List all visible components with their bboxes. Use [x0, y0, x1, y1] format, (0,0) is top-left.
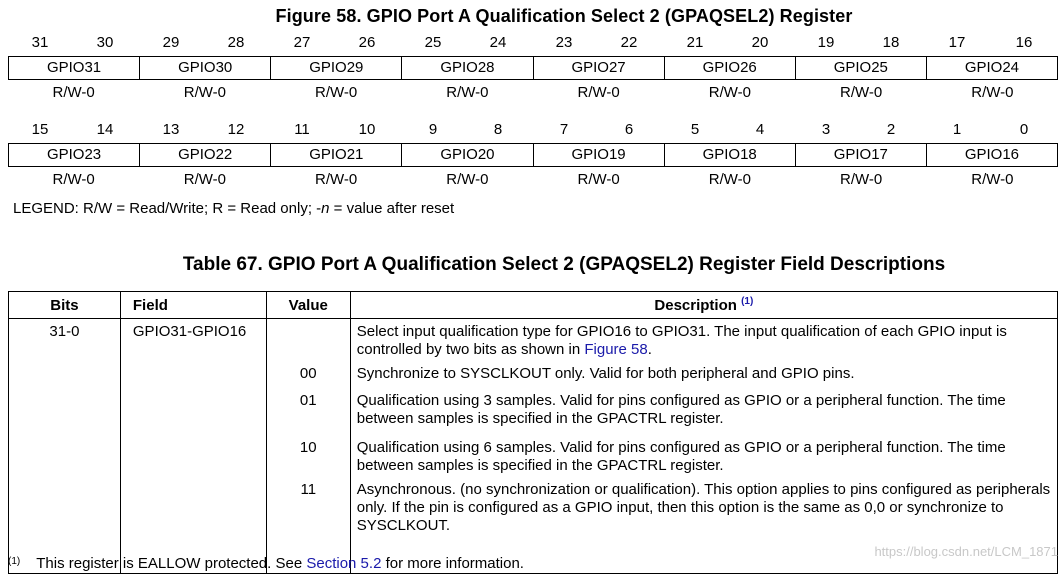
cell-values: [266, 319, 350, 574]
bit-number: 31: [31, 34, 49, 51]
bit-number: 19: [817, 34, 835, 51]
bit-number: 7: [559, 121, 569, 138]
access-type: R/W-0: [840, 171, 883, 188]
footnote-end: for more information.: [381, 555, 524, 572]
access-row: [8, 167, 1058, 191]
cell-bits: 31-0: [9, 319, 121, 574]
register-field: GPIO23: [46, 146, 102, 163]
header-description-label: Description: [654, 297, 737, 314]
access-type: R/W-0: [971, 171, 1014, 188]
bit-number: 0: [1019, 121, 1029, 138]
bit-number: 9: [428, 121, 438, 138]
register-field: GPIO19: [533, 144, 664, 166]
access-type: R/W-0: [52, 84, 95, 101]
bit-number: 10: [358, 121, 376, 138]
footnote-text: This register is EALLOW protected. See: [36, 555, 307, 572]
value-description: Asynchronous. (no synchronization or qualification). This option applies to pins configured as peripherals only. If the pin is configured as a GPIO input, then this option is the same as 0,0 or synchronize to SYSCLKOUT.: [356, 481, 1051, 534]
access-type: R/W-0: [708, 171, 751, 188]
access-type: R/W-0: [183, 84, 226, 101]
register-field: GPIO20: [401, 144, 532, 166]
value-code: 01: [299, 392, 317, 409]
description-list: [351, 323, 1057, 535]
bit-number: 20: [751, 34, 769, 51]
bit-number: 13: [162, 121, 180, 138]
bit-number-row: [8, 121, 1058, 143]
bit-number: 4: [755, 121, 765, 138]
table-header-row: [9, 292, 1058, 319]
register-fields: [8, 143, 1058, 167]
bit-number: 21: [686, 34, 704, 51]
legend-prefix: LEGEND: R/W = Read/Write; R = Read only; -: [13, 200, 322, 217]
register-fields: [8, 56, 1058, 80]
register-field: GPIO27: [533, 57, 664, 79]
cell-field: GPIO31-GPIO16: [120, 319, 266, 574]
bit-number: 24: [489, 34, 507, 51]
intro-text: Select input qualification type for GPIO16 to GPIO31. The input qualification of each GPIO input is controlled by two bits as shown in: [356, 323, 1007, 358]
access-type: R/W-0: [840, 84, 883, 101]
legend-italic: n: [321, 200, 330, 217]
access-type: R/W-0: [971, 84, 1014, 101]
watermark: https://blog.csdn.net/LCM_1871: [874, 544, 1058, 559]
register-field: GPIO25: [795, 57, 926, 79]
section-link[interactable]: Section 5.2: [306, 555, 382, 572]
access-type: R/W-0: [183, 171, 226, 188]
table-title: Table 67. GPIO Port A Qualification Select 2 (GPAQSEL2) Register Field Descriptions: [182, 254, 946, 275]
access-type: R/W-0: [708, 84, 751, 101]
figure-title: Figure 58. GPIO Port A Qualification Select 2 (GPAQSEL2) Register: [275, 6, 853, 26]
bit-number: 25: [424, 34, 442, 51]
register-field: GPIO18: [664, 144, 795, 166]
value-code: 00: [299, 365, 317, 382]
bit-number: 26: [358, 34, 376, 51]
register-field: GPIO31: [46, 59, 102, 76]
register-field: GPIO21: [270, 144, 401, 166]
header-field: Field: [120, 292, 266, 319]
register-field: GPIO24: [926, 57, 1057, 79]
bit-number: 1: [952, 121, 962, 138]
field-description-table: [8, 291, 1058, 574]
bit-number: 2: [886, 121, 896, 138]
header-description: [350, 292, 1057, 319]
access-type: R/W-0: [315, 84, 358, 101]
access-row: [8, 80, 1058, 104]
value-code: 11: [300, 481, 317, 498]
register-field: GPIO16: [926, 144, 1057, 166]
bit-number: 27: [293, 34, 311, 51]
legend: [13, 200, 454, 217]
figure-link[interactable]: Figure 58: [584, 341, 648, 358]
footnote-marker: (1): [8, 556, 21, 567]
bit-number: 22: [620, 34, 638, 51]
bit-number: 6: [624, 121, 634, 138]
intro-end: .: [647, 341, 652, 358]
access-type: R/W-0: [577, 171, 620, 188]
register-field: GPIO22: [139, 144, 270, 166]
bit-number: 15: [31, 121, 49, 138]
description-intro: [351, 323, 1057, 361]
register-field: GPIO29: [270, 57, 401, 79]
header-value: Value: [266, 292, 350, 319]
bit-number: 12: [227, 121, 245, 138]
bit-number: 14: [96, 121, 114, 138]
register-field: GPIO26: [664, 57, 795, 79]
register-field: GPIO30: [139, 57, 270, 79]
footnote: [8, 555, 524, 572]
access-type: R/W-0: [315, 171, 358, 188]
register-field: GPIO28: [401, 57, 532, 79]
bit-number: 3: [821, 121, 831, 138]
bit-number: 5: [690, 121, 700, 138]
access-type: R/W-0: [446, 84, 489, 101]
register-field: GPIO17: [795, 144, 926, 166]
bit-number: 29: [162, 34, 180, 51]
register-row-lower: [8, 121, 1058, 191]
footnote-ref[interactable]: (1): [741, 296, 754, 307]
value-description: Qualification using 3 samples. Valid for pins configured as GPIO or a peripheral function. The time between samples is specified in the GPACTRL register.: [356, 392, 1006, 427]
bit-number: 30: [96, 34, 114, 51]
table-row: [9, 319, 1058, 574]
access-type: R/W-0: [52, 171, 95, 188]
bit-number: 8: [493, 121, 503, 138]
value-description: Synchronize to SYSCLKOUT only. Valid for both peripheral and GPIO pins.: [356, 365, 855, 382]
legend-suffix: = value after reset: [329, 200, 455, 217]
value-code: 10: [299, 439, 317, 456]
header-bits: Bits: [9, 292, 121, 319]
value-list: [267, 323, 350, 499]
cell-description: [350, 319, 1057, 574]
bit-number: 18: [882, 34, 900, 51]
bit-number: 11: [294, 121, 310, 138]
value-description: Qualification using 6 samples. Valid for pins configured as GPIO or a peripheral function. The time between samples is specified in the GPACTRL register.: [356, 439, 1006, 474]
bit-number-row: [8, 34, 1058, 56]
bit-number: 17: [948, 34, 966, 51]
bit-number: 16: [1015, 34, 1033, 51]
bit-number: 28: [227, 34, 245, 51]
bit-number: 23: [555, 34, 573, 51]
access-type: R/W-0: [577, 84, 620, 101]
register-row-upper: [8, 34, 1058, 104]
access-type: R/W-0: [446, 171, 489, 188]
